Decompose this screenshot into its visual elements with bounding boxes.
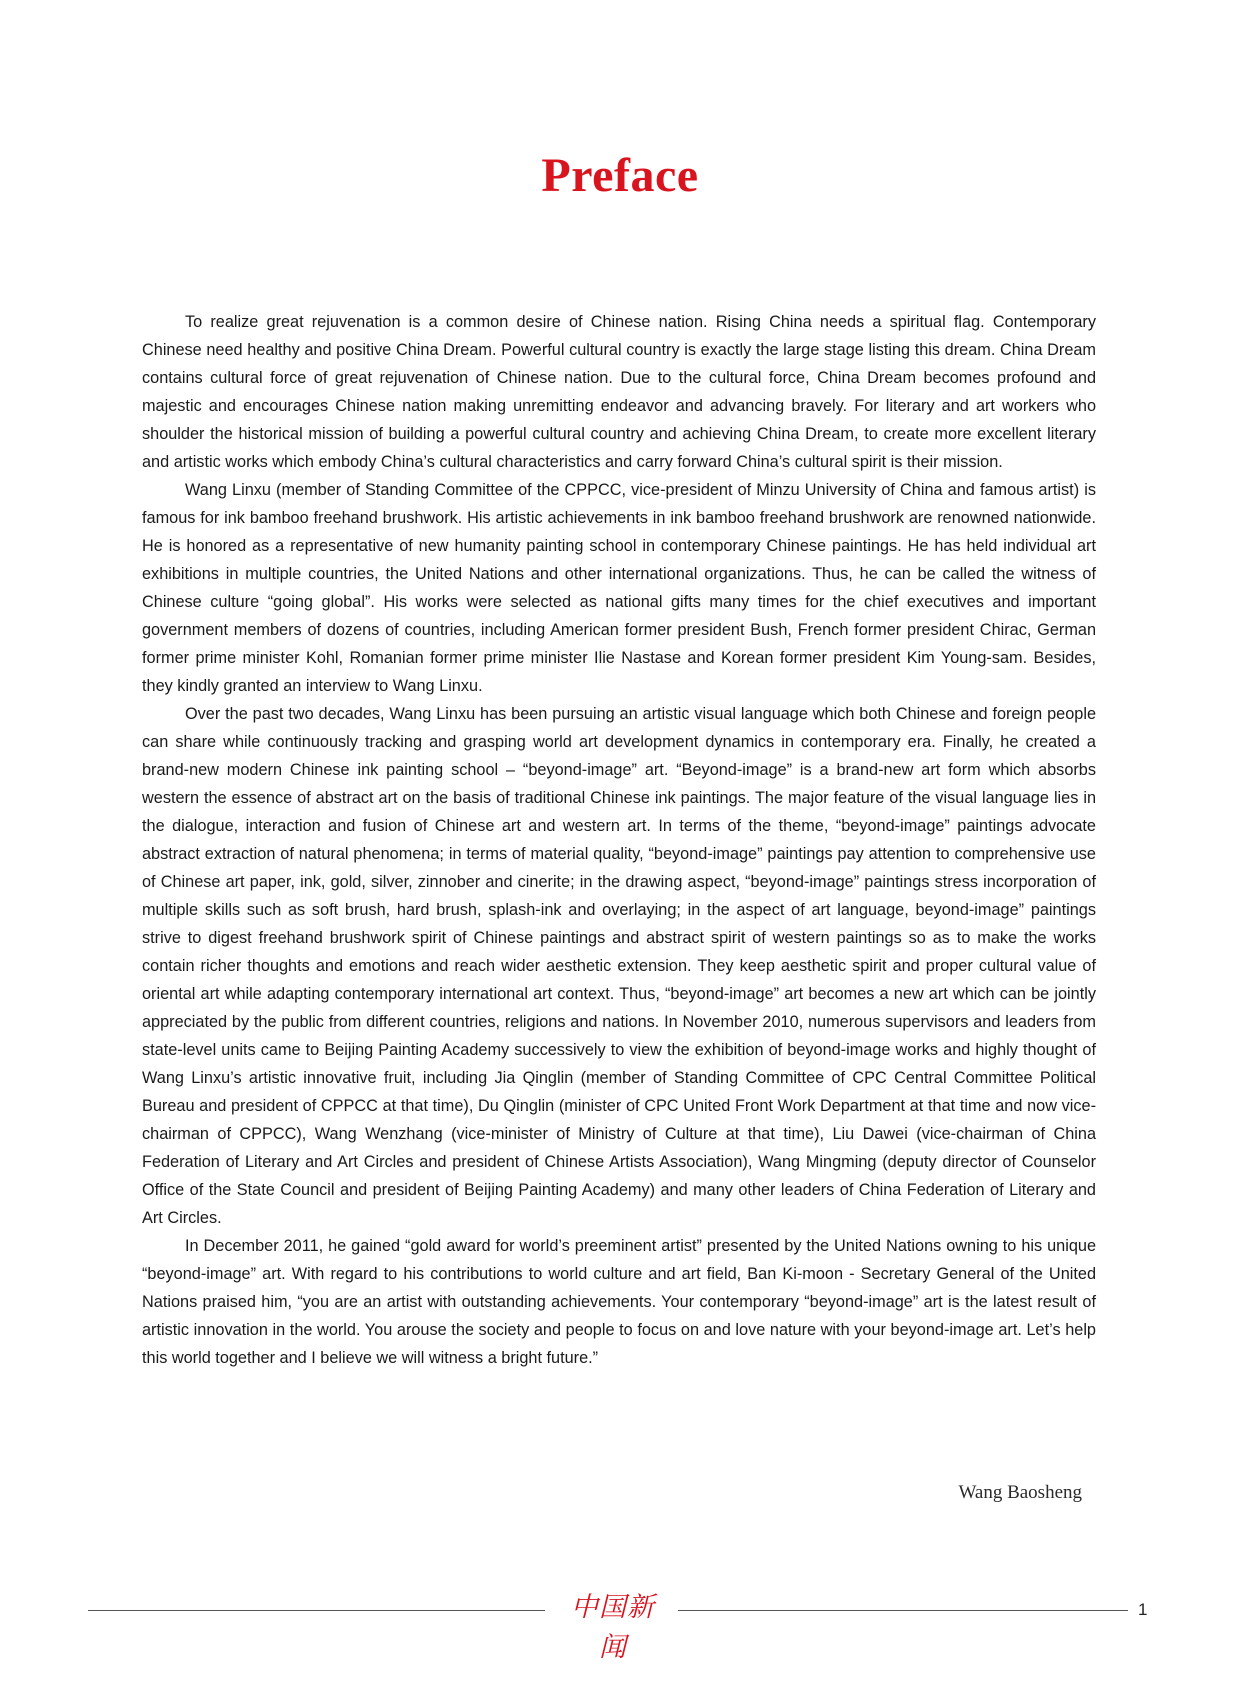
paragraph: Wang Linxu (member of Standing Committee of the CPPCC, vice-president of Minzu University of China and famous artist) is famous for ink bamboo freehand brushwork. His artistic achievements in ink bamboo freehand brushwork are renowned nationwide. He is honored as a representative of new humanity painting school in contemporary Chinese paintings. He has held individual art exhibitions in multiple countries, the United Nations and other international organizations. Thus, he can be called the witness of Chinese culture “going global”. His works were selected as national gifts many times for the chief executives and important government members of dozens of countries, including American former president Bush, French former president Chirac, German former prime minister Kohl, Romanian former prime minister Ilie Nastase and Korean former president Kim Young-sam. Besides, they kindly granted an interview to Wang Linxu.	[142, 481, 1096, 695]
page-number: 1	[1138, 1600, 1148, 1619]
preface-body	[142, 308, 1096, 1372]
author-signature: Wang Baosheng	[958, 1482, 1082, 1503]
footer-logo: 中国新闻	[571, 1592, 655, 1663]
page-title: Preface	[541, 149, 699, 202]
paragraph: To realize great rejuvenation is a common desire of Chinese nation. Rising China needs a spiritual flag. Contemporary Chinese need healthy and positive China Dream. Powerful cultural country is exactly the large stage listing this dream. China Dream contains cultural force of great rejuvenation of Chinese nation. Due to the cultural force, China Dream becomes profound and majestic and encourages Chinese nation making unremitting endeavor and advancing bravely. For literary and art workers who shoulder the historical mission of building a powerful cultural country and achieving China Dream, to create more excellent literary and artistic works which embody China’s cultural characteristics and carry forward China’s cultural spirit is their mission.	[142, 313, 1096, 471]
paragraph: In December 2011, he gained “gold award for world’s preeminent artist” presented by the United Nations owning to his unique “beyond-image” art. With regard to his contributions to world culture and art field, Ban Ki-moon - Secretary General of the United Nations praised him, “you are an artist with outstanding achievements. Your contemporary “beyond-image” art is the latest result of artistic innovation in the world. You arouse the society and people to focus on and love nature with your beyond-image art. Let’s help this world together and I believe we will witness a bright future.”	[142, 1237, 1096, 1367]
paragraph: Over the past two decades, Wang Linxu has been pursuing an artistic visual language which both Chinese and foreign people can share while continuously tracking and grasping world art development dynamics in contemporary era. Finally, he created a brand-new modern Chinese ink painting school – “beyond-image” art. “Beyond-image” is a brand-new art form which absorbs western the essence of abstract art on the basis of traditional Chinese ink paintings. The major feature of the visual language lies in the dialogue, interaction and fusion of Chinese art and western art. In terms of the theme, “beyond-image” paintings advocate abstract extraction of natural phenomena; in terms of material quality, “beyond-image” paintings pay attention to comprehensive use of Chinese art paper, ink, gold, silver, zinnober and cinerite; in the drawing aspect, “beyond-image” paintings stress incorporation of multiple skills such as soft brush, hard brush, splash-ink and overlaying; in the aspect of art language, beyond-image” paintings strive to digest freehand brushwork spirit of Chinese paintings and abstract spirit of western paintings so as to make the works contain richer thoughts and emotions and reach wider aesthetic extension. They keep aesthetic spirit and proper cultural value of oriental art while adapting contemporary international art context. Thus, “beyond-image” art becomes a new art which can be jointly appreciated by the public from different countries, religions and nations. In November 2010, numerous supervisors and leaders from state-level units came to Beijing Painting Academy successively to view the exhibition of beyond-image works and highly thought of Wang Linxu’s artistic innovative fruit, including Jia Qinglin (member of Standing Committee of CPC Central Committee Political Bureau and president of CPPCC at that time), Du Qinglin (minister of CPC United Front Work Department at that time and now vice-chairman of CPPCC), Wang Wenzhang (vice-minister of Ministry of Culture at that time), Liu Dawei (vice-chairman of China Federation of Literary and Art Circles and president of Chinese Artists Association), Wang Mingming (deputy director of Counselor Office of the State Council and president of Beijing Painting Academy) and many other leaders of China Federation of Literary and Art Circles.	[142, 705, 1096, 1227]
footer-divider-right	[678, 1610, 1128, 1611]
footer-divider-left	[88, 1610, 545, 1611]
